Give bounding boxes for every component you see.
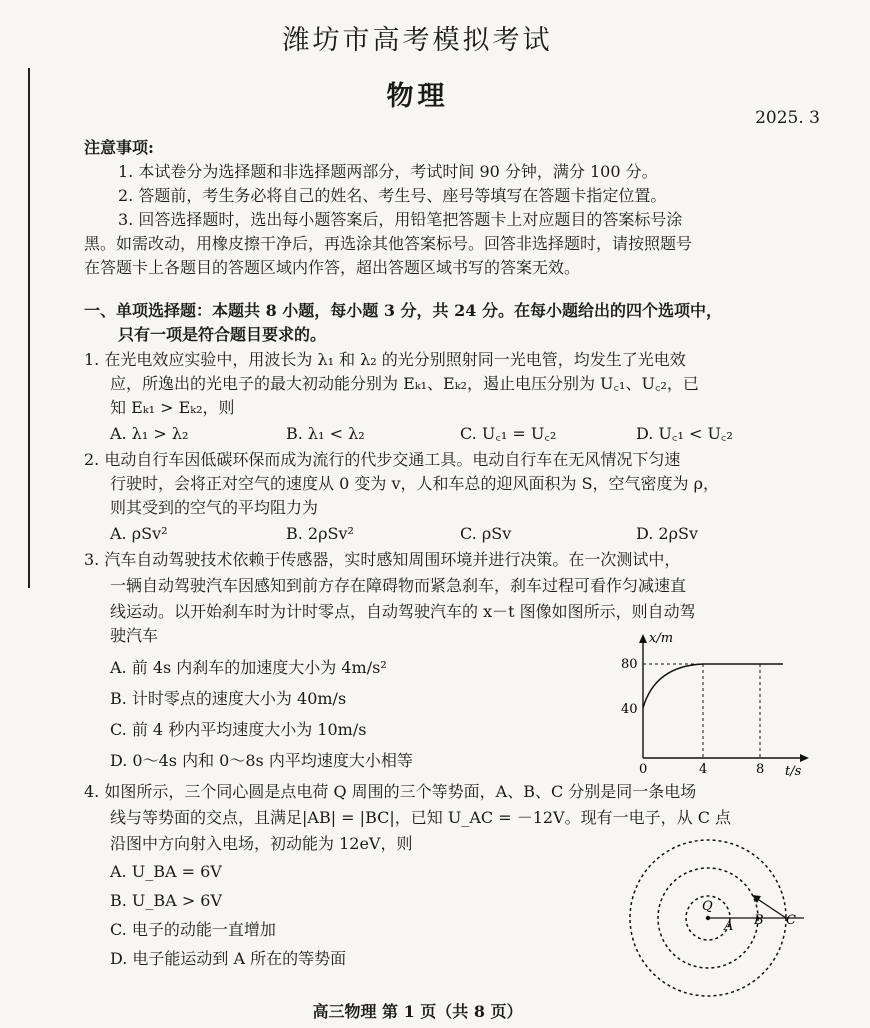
label-q: Q bbox=[702, 899, 713, 914]
q4-option-c: C. 电子的动能一直增加 bbox=[110, 920, 276, 939]
q1-option-c: C. U꜀₁ = U꜀₂ bbox=[460, 424, 557, 443]
q3-xt-graph bbox=[615, 630, 815, 778]
q3-stem: 3. 汽车自动驾驶技术依赖于传感器，实时感知周围环境并进行决策。在一次测试中， bbox=[84, 550, 681, 569]
q3-stem: 一辆自动驾驶汽车因感知到前方存在障碍物而紧急刹车，刹车过程可看作匀减速直 bbox=[110, 576, 687, 595]
q4-option-b: B. U_BA > 6V bbox=[110, 891, 223, 910]
q1-stem: 1. 在光电效应实验中，用波长为 λ₁ 和 λ₂ 的光分别照射同一光电管，均发生了光电效 bbox=[84, 350, 686, 369]
q4-equipotential-figure bbox=[622, 838, 812, 998]
x-tick-8: 8 bbox=[756, 762, 765, 777]
q2-stem: 则其受到的空气的平均阻力为 bbox=[110, 498, 319, 517]
q4-stem: 4. 如图所示，三个同心圆是点电荷 Q 周围的三个等势面，A、B、C 分别是同一条电场 bbox=[84, 782, 697, 801]
xt-curve bbox=[643, 664, 783, 708]
section-heading: 一、单项选择题：本题共 8 小题，每小题 3 分，共 24 分。在每小题给出的四个选项中， bbox=[84, 301, 722, 320]
notes-line: 2. 答题前，考生务必将自己的姓名、考生号、座号等填写在答题卡指定位置。 bbox=[118, 186, 667, 205]
y-axis-label: x/m bbox=[649, 631, 674, 646]
q1-option-d: D. U꜀₁ < U꜀₂ bbox=[636, 424, 733, 443]
q4-stem: 线与等势面的交点，且满足|AB| = |BC|，已知 U_AC = －12V。现有一电子，从 C 点 bbox=[110, 808, 732, 827]
q4-option-a: A. U_BA = 6V bbox=[110, 862, 222, 881]
exam-date: 2025. 3 bbox=[755, 108, 820, 128]
margin-rule bbox=[28, 68, 30, 588]
label-c: C bbox=[786, 913, 796, 928]
notes-line: 黑。如需改动，用橡皮擦干净后，再选涂其他答案标号。回答非选择题时，请按照题号 bbox=[84, 234, 693, 253]
notes-line: 3. 回答选择题时，选出每小题答案后，用铅笔把答题卡上对应题目的答案标号涂 bbox=[118, 210, 683, 229]
label-b: B bbox=[754, 913, 764, 928]
y-tick-80: 80 bbox=[621, 657, 638, 672]
q1-option-a: A. λ₁ > λ₂ bbox=[110, 424, 189, 443]
q3-option-b: B. 计时零点的速度大小为 40m/s bbox=[110, 689, 347, 708]
q4-stem: 沿图中方向射入电场，初动能为 12eV，则 bbox=[110, 834, 413, 853]
x-axis-arrow bbox=[800, 754, 809, 762]
y-tick-40: 40 bbox=[621, 702, 638, 717]
q4-option-d: D. 电子能运动到 A 所在的等势面 bbox=[110, 949, 347, 968]
q1-stem: 知 Eₖ₁ > Eₖ₂，则 bbox=[110, 398, 235, 417]
x-axis-label: t/s bbox=[785, 764, 802, 778]
q1-option-b: B. λ₁ < λ₂ bbox=[286, 424, 365, 443]
q2-option-c: C. ρSv bbox=[460, 524, 512, 543]
q2-option-d: D. 2ρSv bbox=[636, 524, 699, 543]
q3-stem: 驶汽车 bbox=[110, 626, 159, 645]
q3-option-a: A. 前 4s 内刹车的加速度大小为 4m/s² bbox=[110, 658, 387, 677]
notes-line: 在答题卡上各题目的答题区域内作答，超出答题区域书写的答案无效。 bbox=[84, 258, 581, 277]
exam-title: 潍坊市高考模拟考试 bbox=[282, 25, 553, 56]
notes-line: 1. 本试卷分为选择题和非选择题两部分，考试时间 90 分钟，满分 100 分。 bbox=[118, 162, 658, 181]
q2-option-a: A. ρSv² bbox=[110, 524, 168, 543]
q1-stem: 应，所逸出的光电子的最大初动能分别为 Eₖ₁、Eₖ₂，遏止电压分别为 U꜀₁、U꜀₂，已 bbox=[110, 374, 699, 393]
x-tick-4: 4 bbox=[699, 762, 708, 777]
section-heading-cont: 只有一项是符合题目要求的。 bbox=[118, 325, 327, 344]
q3-option-d: D. 0～4s 内和 0～8s 内平均速度大小相等 bbox=[110, 751, 413, 770]
q3-option-c: C. 前 4 秒内平均速度大小为 10m/s bbox=[110, 720, 367, 739]
q3-stem: 线运动。以开始刹车时为计时零点，自动驾驶汽车的 x－t 图像如图所示，则自动驾 bbox=[110, 602, 696, 621]
arrow-head bbox=[752, 895, 761, 903]
q2-stem: 2. 电动自行车因低碳环保而成为流行的代步交通工具。电动自行车在无风情况下匀速 bbox=[84, 450, 681, 469]
x-tick-0: 0 bbox=[639, 762, 648, 777]
subject-title: 物理 bbox=[386, 81, 449, 112]
q2-option-b: B. 2ρSv² bbox=[286, 524, 354, 543]
q2-stem: 行驶时，会将正对空气的速度从 0 变为 v，人和车总的迎风面积为 S，空气密度为 ρ， bbox=[110, 474, 720, 493]
notes-heading: 注意事项: bbox=[84, 138, 154, 157]
page-footer: 高三物理 第 1 页（共 8 页） bbox=[312, 1002, 523, 1021]
y-axis-arrow bbox=[639, 634, 647, 643]
label-a: A bbox=[724, 919, 734, 934]
